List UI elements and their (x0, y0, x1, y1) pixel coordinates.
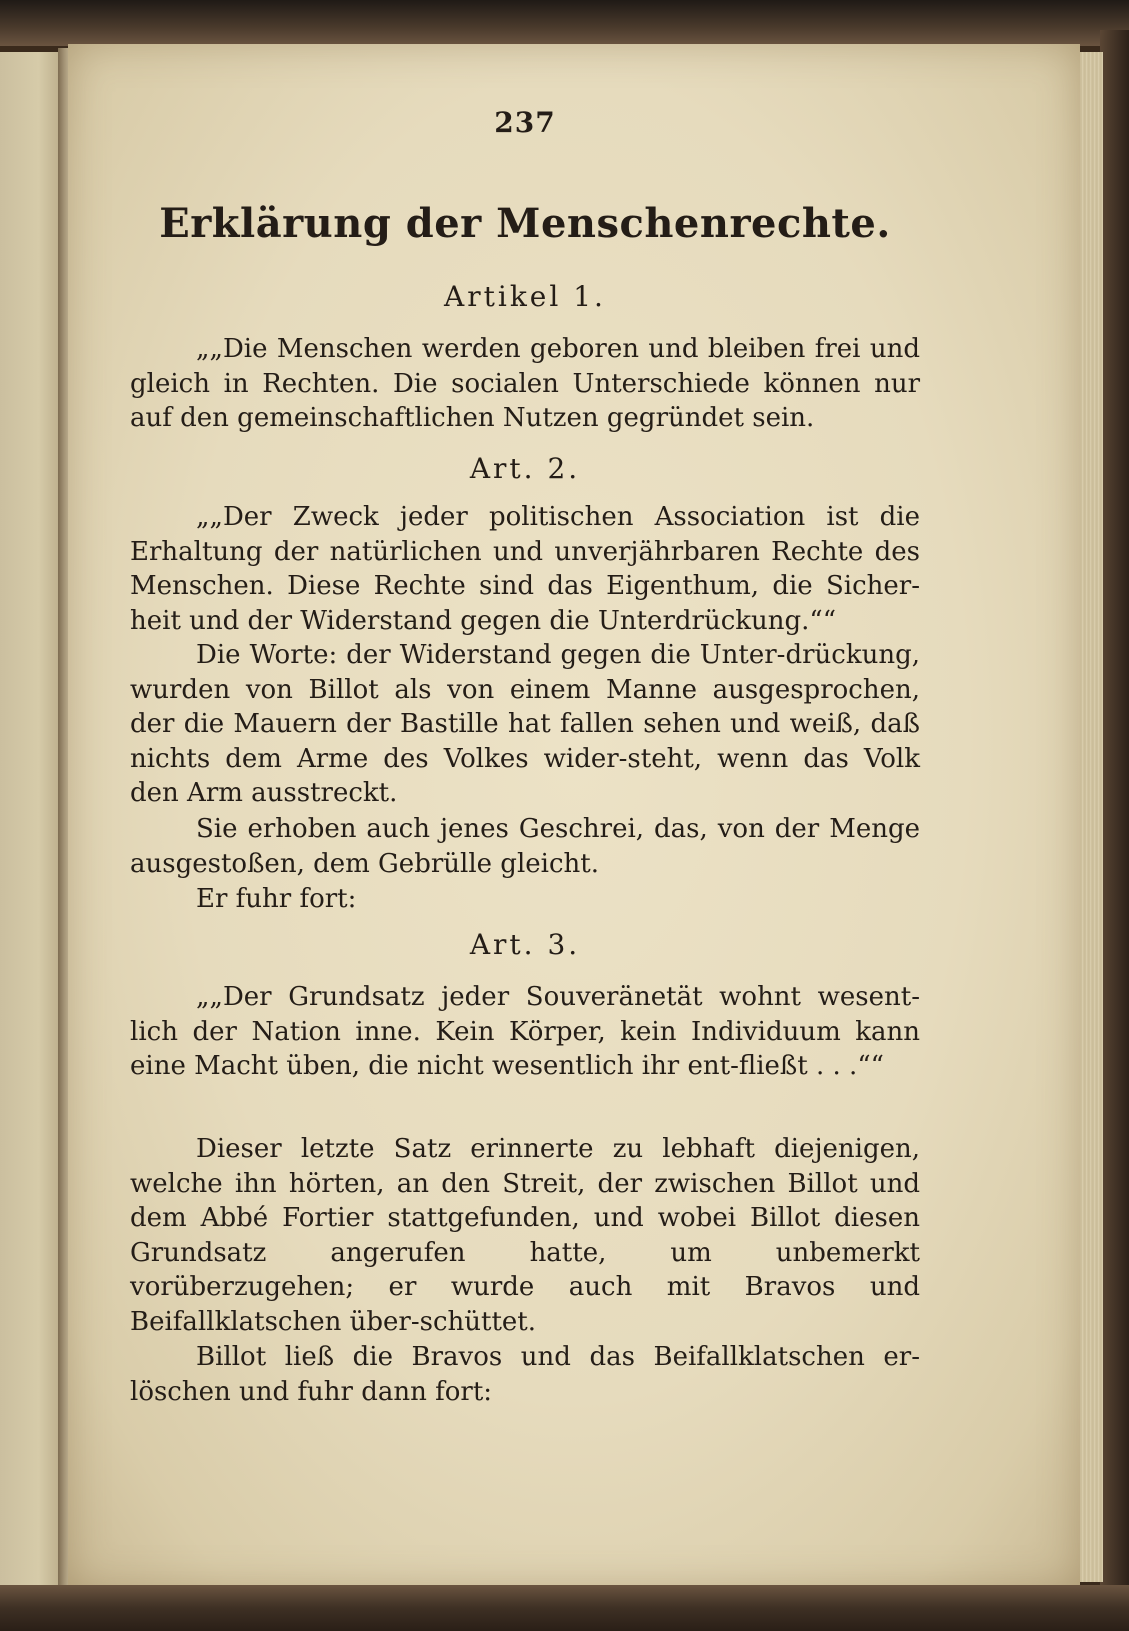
page-number: 237 (494, 106, 556, 139)
article-1-heading: Artikel 1. (444, 280, 606, 313)
body-paragraph: Er fuhr fort: (196, 884, 357, 914)
article-3-heading: Art. 3. (469, 928, 581, 961)
body-paragraph: Billot ließ die Bravos und das Beifallklatschen er-löschen und fuhr dann fort: (130, 1342, 920, 1407)
body-paragraph: Die Worte: der Widerstand gegen die Unter-drückung, wurden von Billot als von einem Manne ausgesprochen, der die Mauern der Bastille hat fallen sehen und weiß, daß nichts dem Arme des Volkes wider-steht, wenn das Volk den Arm ausstreckt. (130, 640, 920, 808)
book-cover-right (1100, 30, 1129, 1600)
article-2-heading: Art. 2. (469, 452, 581, 485)
book-cover-bottom (0, 1585, 1129, 1631)
article-3-paragraph: „„Der Grundsatz jeder Souveränetät wohnt wesent-lich der Nation inne. Kein Körper, kein Individuum kann eine Macht üben, die nicht wesentlich ihr ent-fließt . . .““ (130, 982, 920, 1081)
body-paragraph: Dieser letzte Satz erinnerte zu lebhaft diejenigen, welche ihn hörten, an den Streit, der zwischen Billot und dem Abbé Fortier stattgefunden, und wobei Billot diesen Grundsatz angerufen hatte, um unbemerkt vorüberzugehen; er wurde auch mit Bravos und Beifallklatschen über-schüttet. (130, 1134, 920, 1337)
article-1-paragraph: „„Die Menschen werden geboren und bleiben frei und gleich in Rechten. Die socialen Unterschiede können nur auf den gemeinschaftlichen Nutzen gegründet sein. (130, 334, 920, 433)
page-title: Erklärung der Menschenrechte. (159, 200, 891, 247)
book-cover-top (0, 0, 1129, 46)
article-2-paragraph: „„Der Zweck jeder politischen Association ist die Erhaltung der natürlichen und unverjährbaren Rechte des Menschen. Diese Rechte sind das Eigenthum, die Sicher-heit und der Widerstand gegen die Unterdrückung.““ (130, 502, 920, 636)
facing-page-edge (0, 52, 64, 1592)
body-paragraph: Sie erhoben auch jenes Geschrei, das, von der Menge ausgestoßen, dem Gebrülle gleicht. (130, 814, 920, 879)
